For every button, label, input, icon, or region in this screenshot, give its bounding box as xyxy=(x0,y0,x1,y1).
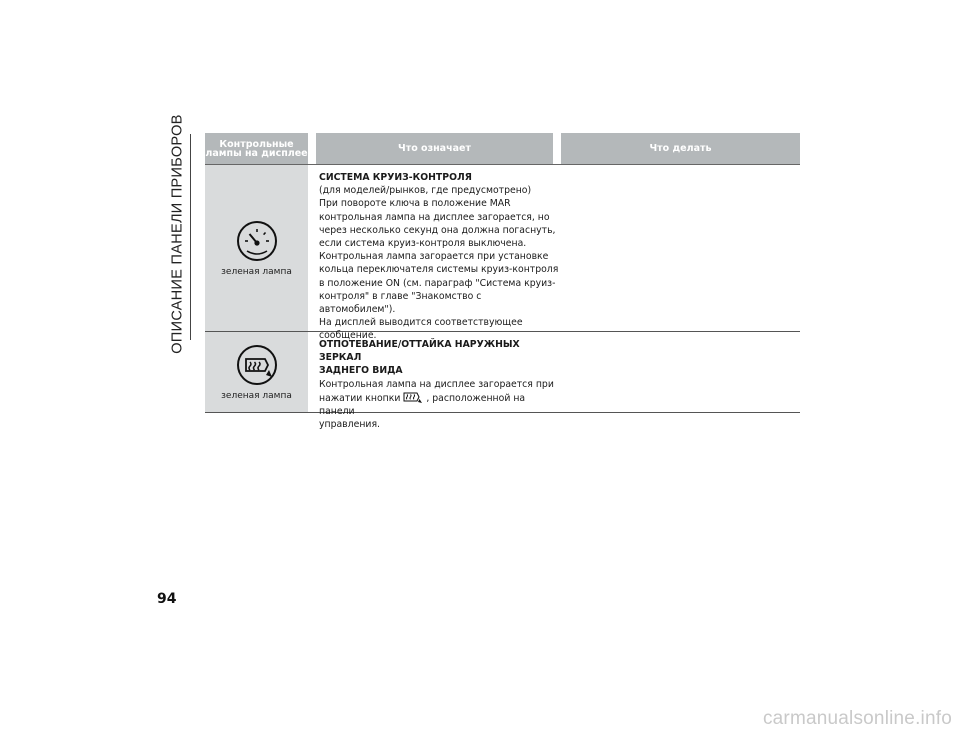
action-cell xyxy=(559,165,800,331)
meaning-cell: ОТПОТЕВАНИЕ/ОТТАЙКА НАРУЖНЫХ ЗЕРКАЛ ЗАДНЕГО ВИДА Контрольная лампа на дисплее загорается при нажатии кнопки , расположенной на панели управления. xyxy=(308,332,559,412)
row-title-line: ОТПОТЕВАНИЕ/ОТТАЙКА НАРУЖНЫХ ЗЕРКАЛ xyxy=(319,339,520,364)
header-lamps: Контрольные лампы на дисплее xyxy=(205,138,308,159)
table-row xyxy=(205,332,800,431)
row-title-line: ЗАДНЕГО ВИДА xyxy=(319,365,403,377)
mirror-defrost-icon xyxy=(235,343,279,387)
header-meaning: Что означает xyxy=(398,143,471,154)
lamp-cell xyxy=(205,165,308,331)
page-number: 94 xyxy=(157,591,177,607)
cruise-control-icon xyxy=(235,219,279,263)
table-header xyxy=(205,133,800,165)
meaning-cell: СИСТЕМА КРУИЗ-КОНТРОЛЯ (для моделей/рынков, где предусмотрено) При повороте ключа в положение MAR контрольная лампа на дисплее загорается, но через несколько секунд она должна погаснуть, если система круиз-контроля выключена. Контрольная лампа загорается при установке кольца переключателя системы круиз-контроля в положение ON (см. параграф "Система круиз- контроля" в главе "Знакомство с автомобилем"). На дисплей выводится соответствующее сообщение. xyxy=(319,172,559,342)
lamp-caption: зеленая лампа xyxy=(221,391,292,401)
lamp-caption: зеленая лампа xyxy=(221,267,292,277)
lamp-cell xyxy=(205,332,308,412)
section-divider xyxy=(190,134,191,340)
header-action: Что делать xyxy=(649,143,712,154)
indicator-table xyxy=(205,133,800,431)
row-title: СИСТЕМА КРУИЗ-КОНТРОЛЯ xyxy=(319,172,472,183)
action-cell xyxy=(559,332,800,412)
watermark: carmanualsonline.info xyxy=(762,708,952,729)
section-title: ОПИСАНИЕ ПАНЕЛИ ПРИБОРОВ xyxy=(170,114,186,354)
mirror-defrost-button-icon xyxy=(403,391,423,403)
table-row xyxy=(205,165,800,342)
